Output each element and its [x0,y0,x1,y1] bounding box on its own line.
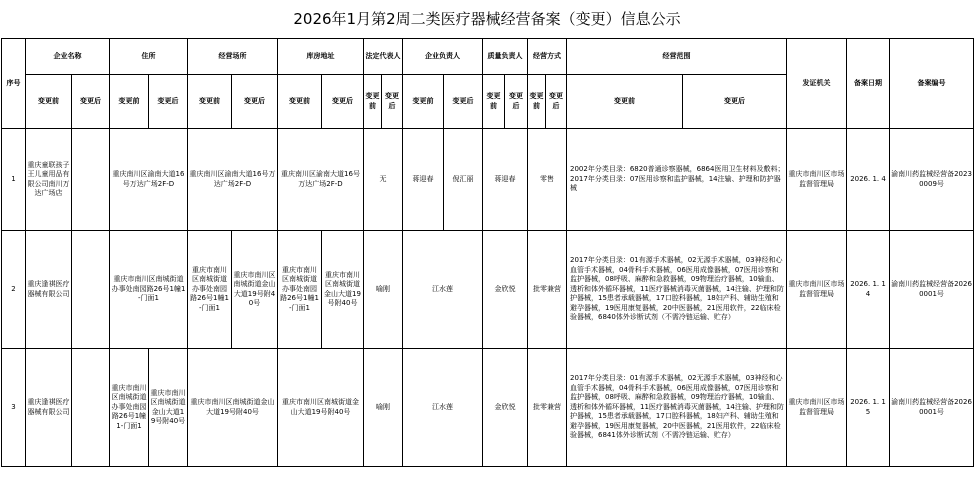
cell-seq: 3 [2,349,26,467]
header-row-main [2,39,974,75]
col-header-scope: 经营范围 [567,39,787,75]
cell-residence-after: 重庆市南川区南城街道金山大道19号附40号 [149,349,188,467]
sub-header-after: 变更后 [546,75,567,129]
sub-header-before: 变更前 [110,75,149,129]
cell-quality-before: 蒋迎春 [483,129,528,231]
sub-header-after: 变更后 [322,75,364,129]
cell-number: 渝南川药监械经营备20230009号 [890,129,974,231]
cell-mode-before: 零售 [528,129,567,231]
cell-number: 渝南川药监械经营备20260001号 [890,349,974,467]
col-header-business-place: 经营场所 [188,39,278,75]
cell-warehouse-before: 重庆市南川区南城街道办事处南园路26号1幢1-门面1 [278,231,322,349]
cell-legal-before: 无 [364,129,403,231]
cell-scope-before: 2017年分类目录：01有源手术器械，02无源手术器械，03神经和心血管手术器械，04骨科手术器械，06医用成像器械，07医用诊察和监护器械，08呼吸、麻醉和急救器械，09物理治疗器械，10输血、透析和体外循环器械，11医疗器械消毒灭菌器械，14注输、护理和防护器械，15患者承载器械，17口腔科器械，18妇产科、辅助生殖和避孕器械，19医用康复器械，20中医器械，21医用软件，22临床检验器械，6840体外诊断试剂（不需冷链运输、贮存） [567,231,787,349]
col-header-issuer: 发证机关 [787,39,847,129]
cell-name-after [72,349,110,467]
cell-quality-before: 金欣悦 [483,349,528,467]
cell-scope-before: 2002年分类目录：6820普通诊察器械，6864医用卫生材料及敷料；2017年分类目录：07医用诊察和监护器械，14注输、护理和防护器械 [567,129,787,231]
col-header-legal-rep: 法定代表人 [364,39,403,75]
cell-place-after: 重庆市南川区南城街道金山大道19号附40号 [232,231,278,349]
sub-header-after: 变更后 [232,75,278,129]
cell-mode-before: 批零兼营 [528,349,567,467]
cell-date: 2026. 1. 4 [847,129,890,231]
page-title: 2026年1月第2周二类医疗器械经营备案（变更）信息公示 [293,10,681,28]
table-row [2,129,974,231]
cell-principal-after: 倪汇丽 [444,129,483,231]
sub-header-before: 变更前 [403,75,444,129]
cell-date: 2026. 1. 14 [847,231,890,349]
sub-header-before: 变更前 [567,75,683,129]
cell-scope-before: 2017年分类目录：01有源手术器械，02无源手术器械，03神经和心血管手术器械，04骨科手术器械，06医用成像器械，07医用诊察和监护器械，08呼吸、麻醉和急救器械，09物理治疗器械，10输血、透析和体外循环器械，11医疗器械消毒灭菌器械，14注输、护理和防护器械，15患者承载器械，17口腔科器械，18妇产科、辅助生殖和避孕器械，19医用康复器械，20中医器械，21医用软件，22临床检验器械，6841体外诊断试剂（不需冷链运输、贮存） [567,349,787,467]
cell-date: 2026. 1. 15 [847,349,890,467]
cell-place-before: 重庆南川区渝南大道16号万达广场2F-D [188,129,278,231]
cell-place-before: 重庆市南川区南城街道办事处南园路26号1幢1-门面1 [188,231,232,349]
sub-header-after: 变更后 [683,75,787,129]
cell-legal-before: 喻刚 [364,349,403,467]
sub-header-before: 变更前 [483,75,505,129]
cell-name-before: 重庆逢祺医疗器械有限公司 [26,231,72,349]
cell-seq: 1 [2,129,26,231]
col-header-quality: 质量负责人 [483,39,528,75]
cell-warehouse-before: 重庆南川区渝南大道16号万达广场2F-D [278,129,364,231]
cell-legal-before: 喻刚 [364,231,403,349]
cell-residence-before: 重庆市南川区南城街道办事处南园路26号1幢1-门面1 [110,349,149,467]
col-header-principal: 企业负责人 [403,39,483,75]
cell-seq: 2 [2,231,26,349]
col-header-number: 备案编号 [890,39,974,129]
cell-warehouse-after: 重庆市南川区南城街道金山大道19号附40号 [322,231,364,349]
col-header-warehouse: 库房地址 [278,39,364,75]
cell-number: 渝南川药监械经营备20260001号 [890,231,974,349]
table-row [2,231,974,349]
cell-mode-before: 批零兼营 [528,231,567,349]
cell-name-after [72,231,110,349]
sub-header-before: 变更前 [26,75,72,129]
cell-quality-before: 金欣悦 [483,231,528,349]
cell-principal-before: 江水莲 [403,349,483,467]
sub-header-before: 变更前 [188,75,232,129]
cell-issuer: 重庆市南川区市场监督管理局 [787,231,847,349]
sub-header-before: 变更前 [278,75,322,129]
col-header-residence: 住所 [110,39,188,75]
cell-name-before: 重庆逢祺医疗器械有限公司 [26,349,72,467]
sub-header-after: 变更后 [444,75,483,129]
cell-residence-before: 重庆南川区渝南大道16号万达广场2F-D [110,129,188,231]
cell-issuer: 重庆市南川区市场监督管理局 [787,349,847,467]
cell-name-after [72,129,110,231]
col-header-seq: 序号 [2,39,26,129]
cell-principal-before: 江水莲 [403,231,483,349]
cell-name-before: 重庆童联孩子王儿童用品有限公司南川万达广场店 [26,129,72,231]
sub-header-before: 变更前 [364,75,382,129]
sub-header-after: 变更后 [382,75,403,129]
col-header-company-name: 企业名称 [26,39,110,75]
col-header-date: 备案日期 [847,39,890,129]
cell-principal-before: 蒋迎春 [403,129,444,231]
cell-issuer: 重庆市南川区市场监督管理局 [787,129,847,231]
sub-header-after: 变更后 [72,75,110,129]
col-header-mode: 经营方式 [528,39,567,75]
sub-header-after: 变更后 [505,75,528,129]
cell-warehouse-before: 重庆市南川区南城街道金山大道19号附40号 [278,349,364,467]
sub-header-before: 变更前 [528,75,546,129]
cell-place-before: 重庆市南川区南城街道金山大道19号附40号 [188,349,278,467]
sub-header-after: 变更后 [149,75,188,129]
cell-residence-before: 重庆市南川区南城街道办事处南园路26号1幢1-门面1 [110,231,188,349]
filing-table [1,38,974,467]
table-row [2,349,974,467]
